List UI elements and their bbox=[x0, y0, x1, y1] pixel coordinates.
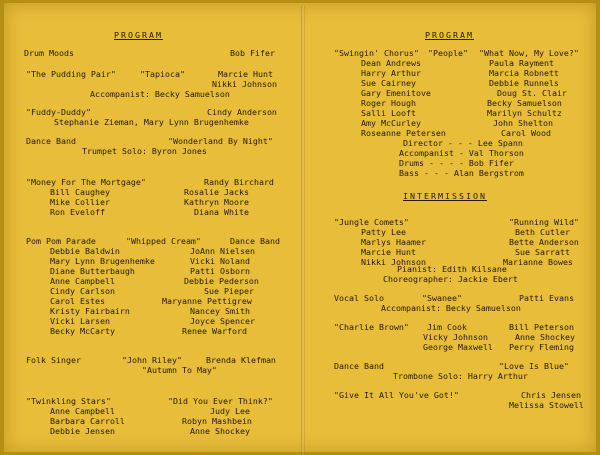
program-sheet bbox=[4, 3, 596, 452]
performer-name: Renee Warford bbox=[182, 326, 247, 336]
act-title: "Fuddy-Duddy" bbox=[26, 107, 91, 117]
performer-name: George Maxwell bbox=[423, 342, 493, 352]
performer-name: Joyce Spencer bbox=[190, 316, 255, 326]
solo-credit: Trombone Solo: Harry Arthur bbox=[393, 371, 528, 381]
performer-name: Anne Campbell bbox=[50, 406, 115, 416]
performer-name: Debbie Baldwin bbox=[50, 246, 120, 256]
accompaniment: Dance Band bbox=[230, 236, 280, 246]
performer-name: Carol Estes bbox=[50, 296, 105, 306]
performer-name: Sue Cairney bbox=[361, 78, 416, 88]
performer-name: Mary Lynn Brugenhemke bbox=[50, 256, 155, 266]
performer-name: Doug St. Clair bbox=[497, 88, 567, 98]
performer-name: Randy Birchard bbox=[204, 177, 274, 187]
act-title: Dance Band bbox=[26, 136, 76, 146]
song-title: "Running Wild" bbox=[509, 217, 579, 227]
performer-name: Melissa Stowell bbox=[509, 400, 584, 410]
performer-name: Robyn Mashbein bbox=[182, 416, 252, 426]
performer-name: Diane Butterbaugh bbox=[50, 266, 135, 276]
performer-name: Roger Hough bbox=[361, 98, 416, 108]
performer-name: Cindy Anderson bbox=[207, 107, 277, 117]
performer-name: Kathryn Moore bbox=[184, 197, 249, 207]
performer-name: Debbie Jensen bbox=[50, 426, 115, 436]
performer-name: Patti Osborn bbox=[190, 266, 250, 276]
page-heading: PROGRAM bbox=[114, 30, 163, 40]
performer-name: Nikki Johnson bbox=[212, 79, 277, 89]
song-title: "John Riley" bbox=[122, 355, 182, 365]
performer-name: Bill Caughey bbox=[50, 187, 110, 197]
song-title: "Wonderland By Night" bbox=[168, 136, 273, 146]
performer-name: Bob Fifer bbox=[230, 48, 275, 58]
song-title: "Swanee" bbox=[422, 293, 462, 303]
song-title: "Whipped Cream" bbox=[126, 236, 201, 246]
performer-name: Patty Lee bbox=[361, 227, 406, 237]
performer-name: Chris Jensen bbox=[521, 390, 581, 400]
accompanist-credit: Accompanist: Becky Samuelson bbox=[90, 89, 230, 99]
act-title: "Did You Ever Think?" bbox=[168, 396, 273, 406]
performer-name: Brenda Klefman bbox=[206, 355, 276, 365]
performer-name: Carol Wood bbox=[501, 128, 551, 138]
performer-name: Cindy Carlson bbox=[50, 286, 115, 296]
page-heading: PROGRAM bbox=[425, 30, 474, 40]
credit-line: Accompanist - Val Thorson bbox=[399, 148, 524, 158]
performer-name: Marlys Haamer bbox=[361, 237, 426, 247]
act-title: "Charlie Brown" bbox=[334, 322, 409, 332]
performer-name: JoAnn Nielsen bbox=[190, 246, 255, 256]
performer-name: Harry Arthur bbox=[361, 68, 421, 78]
song-title: "Love Is Blue" bbox=[499, 361, 569, 371]
performer-name: Debbie Runnels bbox=[489, 78, 559, 88]
credit-line: Drums - - - - Bob Fifer bbox=[399, 158, 514, 168]
performer-name: Mike Collier bbox=[50, 197, 110, 207]
act-title: Pom Pom Parade bbox=[26, 236, 96, 246]
performer-name: Anne Campbell bbox=[50, 276, 115, 286]
performer-name: John Shelton bbox=[493, 118, 553, 128]
act-title: "The Pudding Pair" bbox=[26, 69, 116, 79]
performer-name: Vicky Johnson bbox=[423, 332, 488, 342]
act-title: Dance Band bbox=[334, 361, 384, 371]
accompanist-credit: Accompanist: Becky Samuelson bbox=[381, 303, 521, 313]
performer-name: Diana White bbox=[194, 207, 249, 217]
performer-name: Sue Sarratt bbox=[515, 247, 570, 257]
intermission-heading: INTERMISSION bbox=[403, 191, 487, 201]
performer-name: Jim Cook bbox=[427, 322, 467, 332]
performer-name: Maryanne Pettigrew bbox=[162, 296, 252, 306]
performer-name: Dean Andrews bbox=[361, 58, 421, 68]
performer-name: Vicki Noland bbox=[190, 256, 250, 266]
performer-name: Vicki Larsen bbox=[50, 316, 110, 326]
credit-line: Bass - - - Alan Bergstrom bbox=[399, 168, 524, 178]
performer-name: Salli Looft bbox=[361, 108, 416, 118]
act-title: Vocal Solo bbox=[334, 293, 384, 303]
performer-name: Roseanne Petersen bbox=[361, 128, 446, 138]
performer-name: Anne Shockey bbox=[515, 332, 575, 342]
performer-name: Becky Samuelson bbox=[487, 98, 562, 108]
performer-name: Debbie Pederson bbox=[184, 276, 259, 286]
performer-name: Beth Cutler bbox=[515, 227, 570, 237]
performer-name: Marcie Hunt bbox=[218, 69, 273, 79]
performer-name: Barbara Carroll bbox=[50, 416, 125, 426]
act-title: "Swingin' Chorus" bbox=[334, 48, 419, 58]
performer-name: Patti Evans bbox=[519, 293, 574, 303]
credit-line: Director - - - Lee Spann bbox=[403, 138, 523, 148]
performer-name: Ron Eveloff bbox=[50, 207, 105, 217]
song-title: "Autumn To May" bbox=[142, 365, 217, 375]
performer-name: Judy Lee bbox=[210, 406, 250, 416]
act-title: Drum Moods bbox=[24, 48, 74, 58]
act-title: Folk Singer bbox=[26, 355, 81, 365]
performer-name: Bill Peterson bbox=[509, 322, 574, 332]
pianist-credit: Pianist: Edith Kilsane bbox=[397, 264, 507, 274]
performer-name: Becky McCarty bbox=[50, 326, 115, 336]
performer-name: Marcia Robnett bbox=[489, 68, 559, 78]
song-title: "Tapioca" bbox=[140, 69, 185, 79]
performer-name: Nikki Johnson bbox=[361, 257, 426, 267]
performer-name: Marilyn Schultz bbox=[487, 108, 562, 118]
act-title: "Money For The Mortgage" bbox=[26, 177, 146, 187]
performer-name: Perry Fleming bbox=[509, 342, 574, 352]
performer-name: Bette Anderson bbox=[509, 237, 579, 247]
performer-name: Rosalie Jacks bbox=[184, 187, 249, 197]
performer-name: Gary Emenitove bbox=[361, 88, 431, 98]
performer-names: Stephanie Zieman, Mary Lynn Brugenhemke bbox=[54, 117, 249, 127]
performer-name: Kristy Fairbairn bbox=[50, 306, 130, 316]
right-page bbox=[301, 3, 596, 452]
solo-credit: Trumpet Solo: Byron Jones bbox=[82, 146, 207, 156]
performer-name: Nancey Smith bbox=[190, 306, 250, 316]
left-page bbox=[4, 3, 297, 452]
song-title: "What Now, My Love?" bbox=[479, 48, 579, 58]
song-title: "People" bbox=[428, 48, 468, 58]
performer-name: Marianne Bowes bbox=[503, 257, 573, 267]
performer-name: Marcie Hunt bbox=[361, 247, 416, 257]
act-title: "Give It All You've Got!" bbox=[334, 390, 459, 400]
choreographer-credit: Choreographer: Jackie Ebert bbox=[383, 274, 518, 284]
performer-name: Amy McCurley bbox=[361, 118, 421, 128]
performer-name: Sue Pieper bbox=[204, 286, 254, 296]
performer-name: Anne Shockey bbox=[190, 426, 250, 436]
act-title: "Jungle Comets" bbox=[334, 217, 409, 227]
act-title: "Twinkling Stars" bbox=[26, 396, 111, 406]
performer-name: Paula Rayment bbox=[489, 58, 554, 68]
